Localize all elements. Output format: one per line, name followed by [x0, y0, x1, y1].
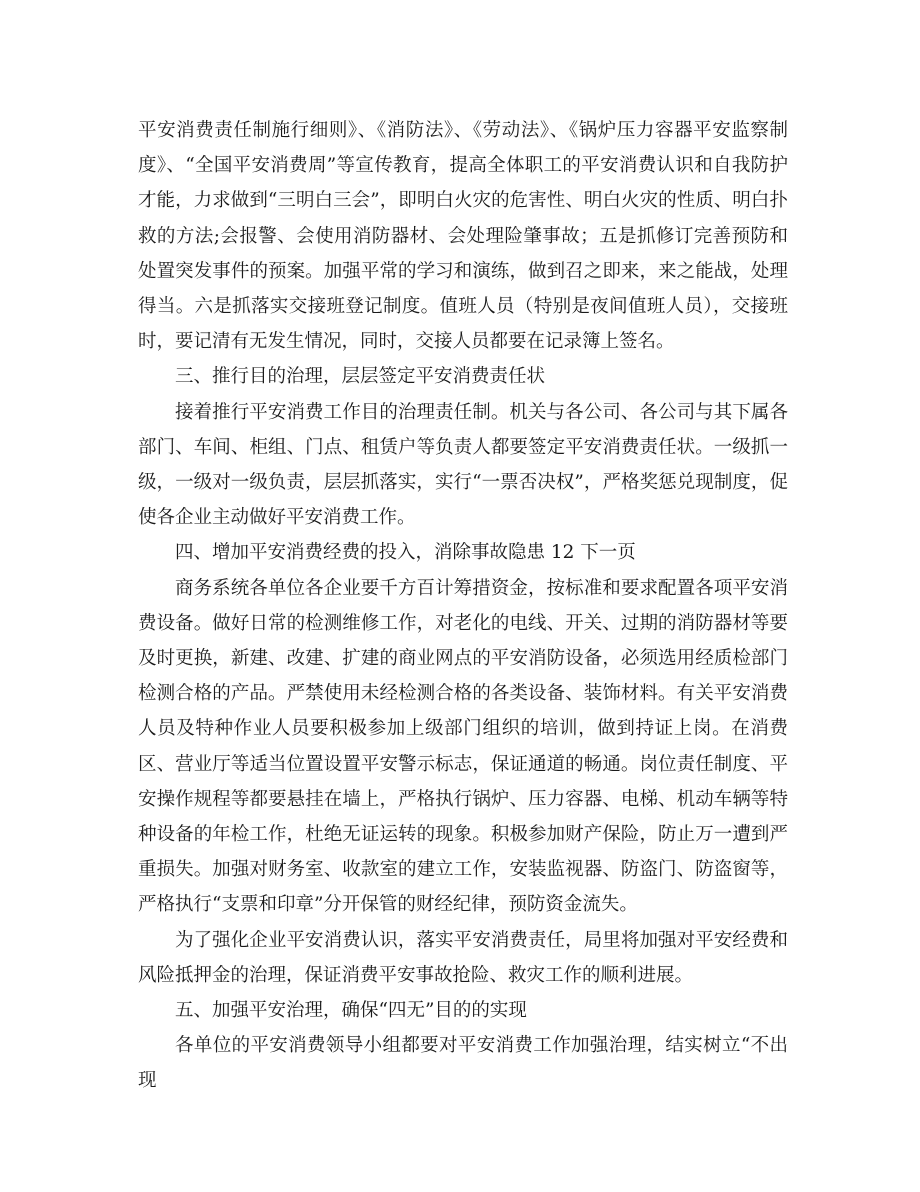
document-body	[138, 113, 788, 1099]
section-heading-4: 四、增加平安消费经费的投入，消除事故隐患 12 下一页	[175, 542, 636, 564]
paragraph: 为了强化企业平安消费认识，落实平安消费责任，局里将加强对平安经费和风险抵押金的治理，保证消费平安事故抢险、救灾工作的顺利进展。	[138, 929, 788, 986]
paragraph: 接着推行平安消费工作目的治理责任制。机关与各公司、各公司与其下属各部门、车间、柜组、门点、租赁户等负责人都要签定平安消费责任状。一级抓一级，一级对一级负责，层层抓落实，实行“一票否决权”，严格奖惩兑现制度，促使各企业主动做好平安消费工作。	[138, 401, 788, 529]
paragraph: 商务系统各单位各企业要千方百计筹措资金，按标准和要求配置各项平安消费设备。做好日常的检测维修工作，对老化的电线、开关、过期的消防器材等要及时更换，新建、改建、扩建的商业网点的平安消防设备，必须选用经质检部门检测合格的产品。严禁使用未经检测合格的各类设备、装饰材料。有关平安消费人员及特种作业人员要积极参加上级部门组织的培训，做到持证上岗。在消费区、营业厅等适当位置设置平安警示标志，保证通道的畅通。岗位责任制度、平安操作规程等都要悬挂在墙上，严格执行锅炉、压力容器、电梯、机动车辆等特种设备的年检工作，杜绝无证运转的现象。积极参加财产保险，防止万一遭到严重损失。加强对财务室、收款室的建立工作，安装监视器、防盗门、防盗窗等，严格执行“支票和印章”分开保管的财经纪律，预防资金流失。	[138, 577, 788, 916]
section-heading-3: 三、推行目的治理，层层签定平安消费责任状	[175, 366, 546, 388]
section-heading-5: 五、加强平安治理，确保“四无”目的的实现	[175, 1000, 527, 1022]
paragraph: 各单位的平安消费领导小组都要对平安消费工作加强治理，结实树立“不出现	[138, 1035, 788, 1092]
paragraph-continuation: 平安消费责任制施行细则》、《消防法》、《劳动法》、《锅炉压力容器平安监察制度》、“全国平安消费周”等宣传教育，提高全体职工的平安消费认识和自我防护才能，力求做到“三明白三会”，即明白火灾的危害性、明白火灾的性质、明白扑救的方法;会报警、会使用消防器材、会处理险肇事故；五是抓修订完善预防和处置突发事件的预案。加强平常的学习和演练，做到召之即来，来之能战，处理得当。六是抓落实交接班登记制度。值班人员（特别是夜间值班人员），交接班时，要记清有无发生情况，同时，交接人员都要在记录簿上签名。	[138, 120, 788, 353]
